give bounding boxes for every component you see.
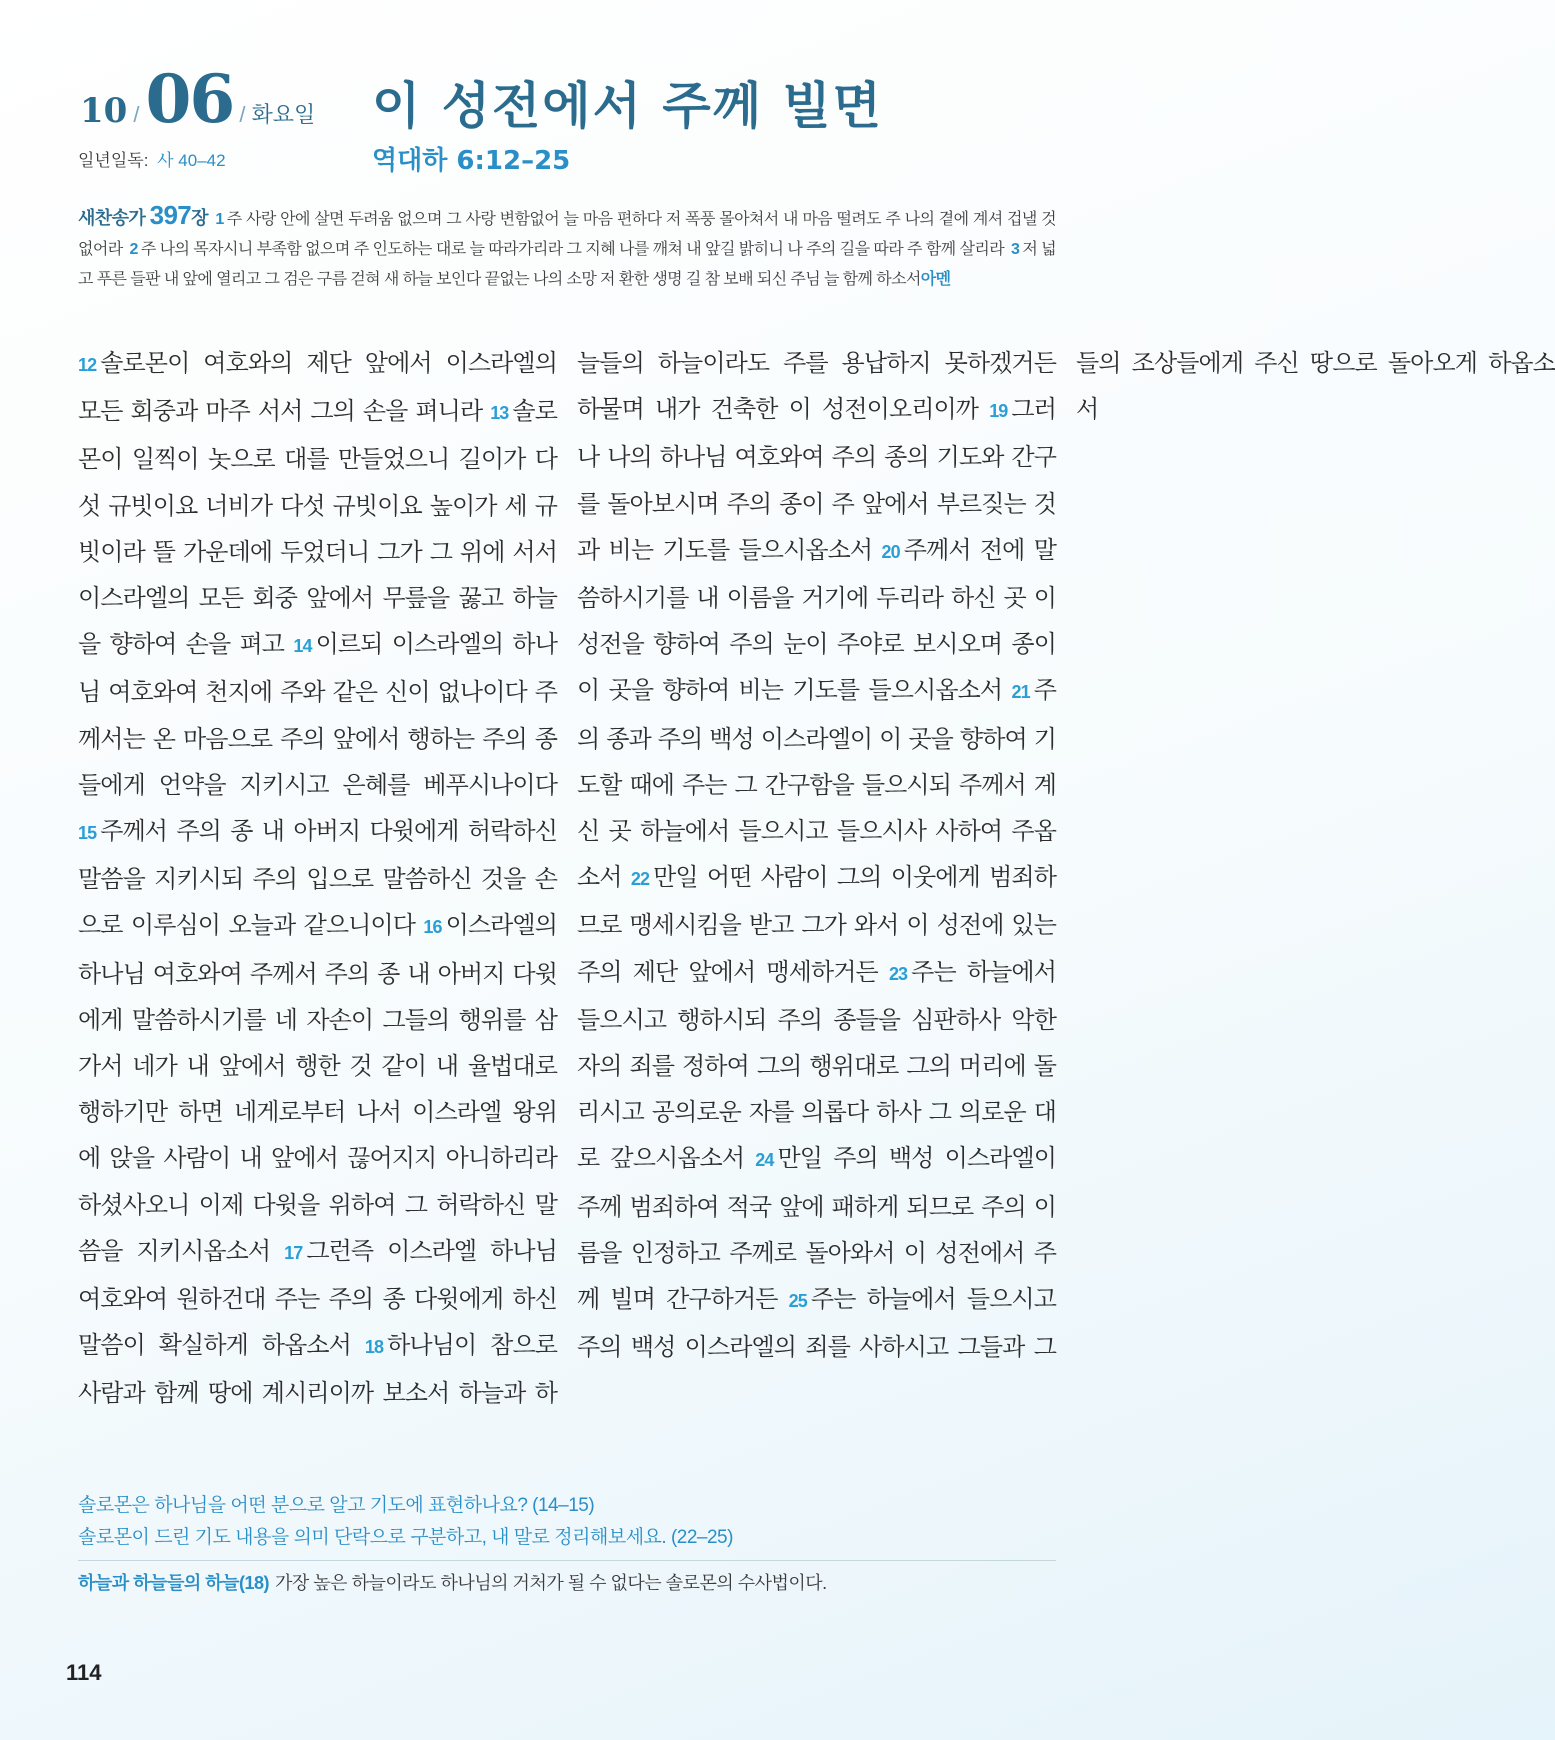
verse-text: 만일 주의 백성 이스라엘이 주께 범죄하여 적국 앞에 패하게 되므로 주의 이름을 인정하고 주께로 돌아와서 이 성전에서 주께 빌며 간구하거든 [577, 1144, 1057, 1314]
verse-text: 그런즉 이스라엘 하나님 여호와여 원하건대 주는 주의 종 다윗에게 하신 말씀이 확실하게 하옵소서 [78, 1236, 557, 1360]
hymn-number: 397 [149, 200, 192, 230]
hymn-verse-text: 주 나의 목자시니 부족함 없으며 주 인도하는 대로 늘 따라가리라 그 지혜 나를 깨쳐 내 앞길 밝히니 나 주의 길을 따라 주 함께 살리라 [140, 241, 1005, 258]
verse-number: 15 [78, 823, 97, 844]
hymn-verse-number: 1 [215, 211, 224, 228]
verse-number: 18 [364, 1337, 384, 1358]
reflection-questions [78, 1490, 733, 1554]
verse-number: 17 [284, 1242, 303, 1263]
hymn-verse-number: 3 [1011, 241, 1020, 258]
verse-number: 19 [989, 401, 1008, 422]
verse-number: 12 [78, 355, 97, 375]
question-item: 솔로몬이 드린 기도 내용을 의미 단락으로 구분하고, 내 말로 정리해보세요. (22–25) [78, 1527, 733, 1548]
verse-number: 13 [490, 403, 509, 424]
footnote-term: 하늘과 하늘들의 하늘(18) [78, 1573, 270, 1593]
scripture-text [78, 340, 1555, 1450]
verse-number: 20 [881, 541, 900, 562]
date-header [80, 60, 315, 140]
month: 10 [80, 91, 128, 131]
page-number: 114 [66, 1660, 102, 1685]
hymn-verse-text: 저 넓고 푸른 들판 내 앞에 열리고 그 검은 구름 걷혀 새 하늘 보인다 끝없는 나의 소망 저 환한 생명 길 참 보배 되신 주님 늘 함께 하소서 [78, 241, 1056, 288]
date-slash: / [133, 102, 140, 127]
passage-reference: 역대하 6:12–25 [372, 146, 571, 176]
verse-number: 24 [755, 1150, 774, 1171]
verse-text: 주는 하늘에서 들으시고 행하시되 주의 종들을 심판하사 악한 자의 죄를 정하여 그의 행위대로 그의 머리에 돌리시고 공의로운 자를 의롭다 하사 그 의로운 대로 갚으시옵소서 [577, 957, 1057, 1173]
verse-number: 22 [630, 869, 650, 890]
hymn-suffix: 장 [191, 208, 208, 228]
hymn-verse-number: 2 [129, 241, 138, 258]
footnote [78, 1568, 827, 1598]
weekday: 화요일 [251, 102, 316, 127]
verse-text: 만일 어떤 사람이 그의 이웃에게 범죄하므로 맹세시킴을 받고 그가 와서 이 성전에 있는 주의 제단 앞에서 맹세하거든 [577, 863, 1056, 986]
hymn-amen: 아멘 [920, 271, 951, 288]
question-item: 솔로몬은 하나님을 어떤 분으로 알고 기도에 표현하나요? (14–15) [78, 1495, 595, 1516]
page-title: 이 성전에서 주께 빌면 [372, 77, 883, 135]
divider [78, 1560, 1056, 1561]
verse-number: 25 [788, 1291, 807, 1312]
verse-text: 솔로몬이 일찍이 놋으로 대를 만들었으니 길이가 다섯 규빗이요 너비가 다섯 규빗이요 높이가 세 규빗이라 뜰 가운데에 두었더니 그가 그 위에 서서 이스라엘의 모든 회중 앞에서 무릎을 꿇고 하늘을 향하여 손을 펴고 [78, 397, 557, 659]
verse-text: 그러나 나의 하나님 여호와여 주의 종의 기도와 간구를 돌아보시며 주의 종이 주 앞에서 부르짖는 것과 비는 기도를 들으시옵소서 [577, 395, 1056, 564]
verse-text: 이스라엘의 하나님 여호와여 주께서 주의 종 내 아버지 다윗에게 말씀하시기를 네 자손이 그들의 행위를 삼가서 네가 내 앞에서 행한 것 같이 내 율법대로 행하기만 하면 네게로부터 나서 이스라엘 왕위에 앉을 사람이 내 앞에서 끊어지지 아니하리라 하셨사오니 이제 다윗을 위하여 그 허락하신 말씀을 지키시옵소서 [78, 911, 557, 1265]
footnote-text: 가장 높은 하늘이라도 하나님의 거처가 될 수 없다는 솔로몬의 수사법이다. [275, 1573, 827, 1593]
reading-label: 일년일독: [78, 151, 149, 170]
verse-text: 주는 하늘에서 들으시고 주의 백성 이스라엘의 죄를 사하시고 그들과 그들의 조상들에게 주신 땅으로 돌아오게 하옵소서 [577, 349, 1555, 1362]
day: 06 [145, 60, 234, 138]
hymn-block [78, 200, 1056, 295]
verse-text: 주께서 주의 종 내 아버지 다윗에게 허락하신 말씀을 지키시되 주의 입으로 말씀하신 것을 손으로 이루심이 오늘과 같으니이다 [78, 817, 557, 940]
verse-number: 21 [1011, 682, 1030, 703]
verse-text: 솔로몬이 여호와의 제단 앞에서 이스라엘의 모든 회중과 마주 서서 그의 손을 펴니라 [78, 349, 557, 426]
hymn-verse-text: 주 사랑 안에 살면 두려움 없으며 그 사랑 변함없어 늘 마음 편하다 저 폭풍 몰아쳐서 내 마음 떨려도 주 나의 곁에 계셔 겁낼 것 없어라 [78, 211, 1056, 258]
verse-text: 주께서 전에 말씀하시기를 내 이름을 거기에 두리라 하신 곳 이 성전을 향하여 주의 눈이 주야로 보시오며 종이 이 곳을 향하여 비는 기도를 들으시옵소서 [577, 535, 1056, 705]
verse-number: 14 [293, 636, 312, 657]
verse-number: 16 [423, 917, 442, 938]
verse-number: 23 [888, 963, 908, 984]
verse-text: 주의 종과 주의 백성 이스라엘이 이 곳을 향하여 기도할 때에 주는 그 간구함을 들으시되 주께서 계신 곳 하늘에서 들으시고 들으시사 사하여 주옵소서 [577, 676, 1056, 892]
hymn-label: 새찬송가 [78, 208, 146, 228]
verse-text: 이르되 이스라엘의 하나님 여호와여 천지에 주와 같은 신이 없나이다 주께서는 온 마음으로 주의 앞에서 행하는 주의 종들에게 언약을 지키시고 은혜를 베푸시나이다 [78, 630, 557, 799]
reading-ref: 사 40–42 [157, 151, 226, 170]
yearly-reading [78, 146, 226, 171]
date-slash: / [239, 102, 246, 127]
verse-text: 하나님이 참으로 사람과 함께 땅에 계시리이까 보소서 하늘과 하늘들의 하늘이라도 주를 용납하지 못하겠거든 하물며 내가 건축한 이 성전이오리이까 [78, 349, 1056, 1408]
